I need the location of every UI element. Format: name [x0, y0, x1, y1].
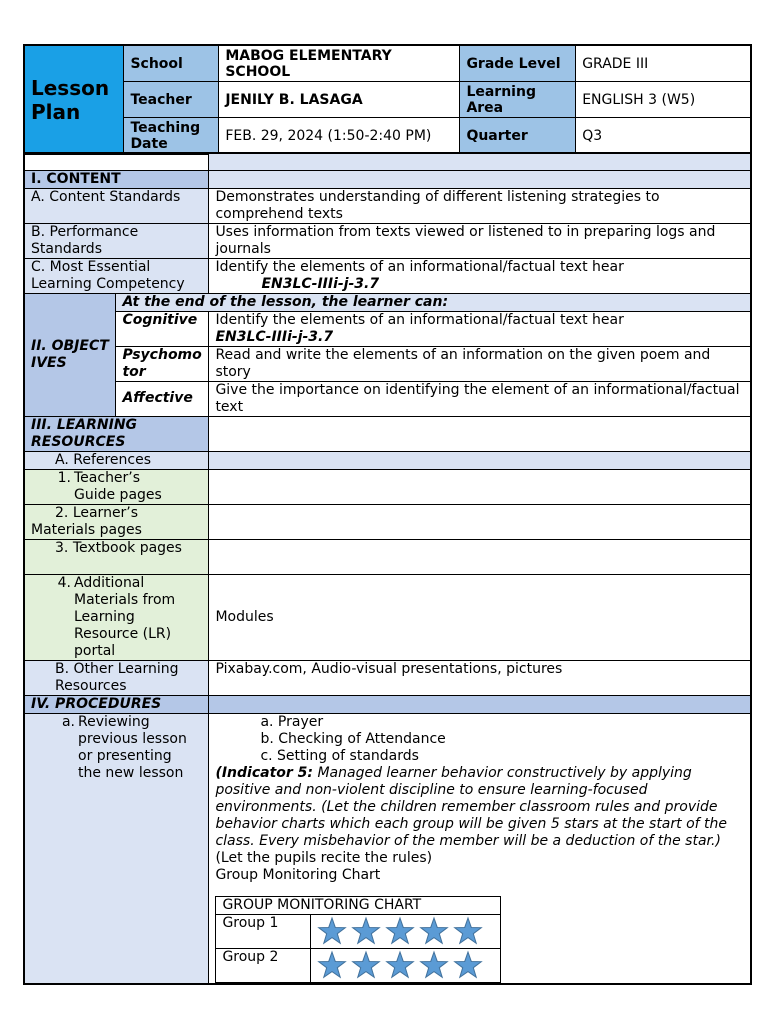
reviewing-text: Reviewing previous lesson or presenting the new lesson [78, 713, 187, 781]
performance-standards-label: B. Performance Standards [24, 223, 209, 258]
procedures-heading: IV. PROCEDURES [24, 695, 209, 713]
psychomotor-value: Read and write the elements of an information on the given poem and story [209, 346, 751, 381]
lesson-plan-title: Lesson Plan [24, 45, 124, 154]
grade-label: Grade Level [460, 45, 576, 82]
star-icon [453, 916, 483, 946]
objectives-heading: II. OBJECTIVES [24, 293, 116, 416]
star-icon [419, 916, 449, 946]
melc-label: C. Most Essential Learning Competency [24, 258, 209, 293]
spacer-cell [24, 153, 209, 170]
teacher-value: JENILY B. LASAGA [219, 82, 460, 118]
textbook-value [209, 539, 751, 574]
resources-heading: III. LEARNING RESOURCES [24, 416, 209, 451]
references-fill [209, 451, 751, 469]
star-icon [453, 950, 483, 980]
quarter-value: Q3 [576, 118, 751, 155]
cognitive-code: EN3LC-IIIi-j-3.7 [215, 328, 334, 345]
school-value: MABOG ELEMENTARY SCHOOL [219, 45, 460, 82]
teachers-guide-label [24, 469, 209, 504]
date-label: Teaching Date [124, 118, 219, 155]
resources-heading-fill [209, 416, 751, 451]
cognitive-text: Identify the elements of an informational/factual text hear [215, 311, 624, 328]
learners-materials-text: Learner’s Materials pages [31, 504, 142, 538]
star-icon [317, 916, 347, 946]
reviewing-num: a. [61, 713, 75, 730]
melc-value [209, 258, 751, 293]
teachers-guide-value [209, 469, 751, 504]
teacher-label: Teacher [124, 82, 219, 118]
other-resources-text: B. Other Learning Resources [55, 660, 179, 694]
textbook-text: Textbook pages [72, 539, 182, 556]
group-stars [311, 948, 501, 982]
procedure-item: c. Setting of standards [260, 747, 419, 764]
star-icon [317, 950, 347, 980]
objectives-intro: At the end of the lesson, the learner can: [116, 293, 751, 311]
learners-materials-value [209, 504, 751, 539]
spacer-cell [209, 153, 751, 170]
star-icon [419, 950, 449, 980]
procedures-heading-fill [209, 695, 751, 713]
cognitive-value [209, 311, 751, 346]
lr-portal-num: 4. [57, 574, 71, 591]
area-value: ENGLISH 3 (W5) [576, 82, 751, 118]
affective-label: Affective [116, 381, 209, 416]
chart-caption: Group Monitoring Chart [215, 866, 381, 883]
star-icon [351, 916, 381, 946]
lesson-plan-body [23, 152, 752, 985]
group-stars [311, 914, 501, 948]
other-resources-label [24, 660, 209, 695]
teachers-guide-num: 1. [57, 469, 71, 486]
indicator-text: Managed learner behavior constructively by applying positive and non-violent discipline to ensure learning-focused environments. (Let the children remember classroom rules and provide behavior charts which each group will be given 5 stars at the start of the class. Every misbehavior of the member will be a deduction of the star.) [215, 764, 727, 849]
textbook-num: 3. [55, 539, 69, 556]
content-heading: I. CONTENT [24, 170, 209, 188]
other-resources-value: Pixabay.com, Audio-visual presentations, pictures [209, 660, 751, 695]
lr-portal-value: Modules [209, 574, 751, 660]
psychomotor-label: Psychomotor [116, 346, 209, 381]
melc-code: EN3LC-IIIi-j-3.7 [261, 275, 380, 292]
date-value: FEB. 29, 2024 (1:50-2:40 PM) [219, 118, 460, 155]
chart-title: GROUP MONITORING CHART [216, 896, 501, 914]
group-name: Group 1 [216, 914, 311, 948]
cognitive-label: Cognitive [116, 311, 209, 346]
reviewing-label [24, 713, 209, 984]
content-standards-value: Demonstrates understanding of different listening strategies to comprehend texts [209, 188, 751, 223]
indicator-label: (Indicator 5: [215, 764, 314, 781]
teachers-guide-text: Teacher’s Guide pages [74, 469, 162, 503]
star-icon [351, 950, 381, 980]
group-name: Group 2 [216, 948, 311, 982]
indicator-paragraph [215, 765, 744, 850]
content-standards-label: A. Content Standards [24, 188, 209, 223]
area-label: Learning Area [460, 82, 576, 118]
quarter-label: Quarter [460, 118, 576, 155]
lr-portal-text: Additional Materials from Learning Resource (LR) portal [74, 574, 176, 659]
lesson-plan-header [23, 44, 752, 155]
affective-value: Give the importance on identifying the element of an informational/factual text [209, 381, 751, 416]
content-heading-fill [209, 170, 751, 188]
school-label: School [124, 45, 219, 82]
procedure-item: a. Prayer [260, 713, 324, 730]
melc-text: Identify the elements of an informational/factual text hear [215, 258, 624, 275]
star-icon [385, 916, 415, 946]
performance-standards-value: Uses information from texts viewed or listened to in preparing logs and journals [209, 223, 751, 258]
reviewing-content [209, 713, 751, 984]
references-label: A. References [24, 451, 209, 469]
learners-materials-label [24, 504, 209, 539]
star-icon [385, 950, 415, 980]
group-monitoring-chart [215, 896, 501, 983]
textbook-label [24, 539, 209, 574]
procedure-item: b. Checking of Attendance [260, 730, 446, 747]
grade-value: GRADE III [576, 45, 751, 82]
recite-note: (Let the pupils recite the rules) [215, 849, 433, 866]
learners-materials-num: 2. [55, 504, 69, 521]
lr-portal-label [24, 574, 209, 660]
